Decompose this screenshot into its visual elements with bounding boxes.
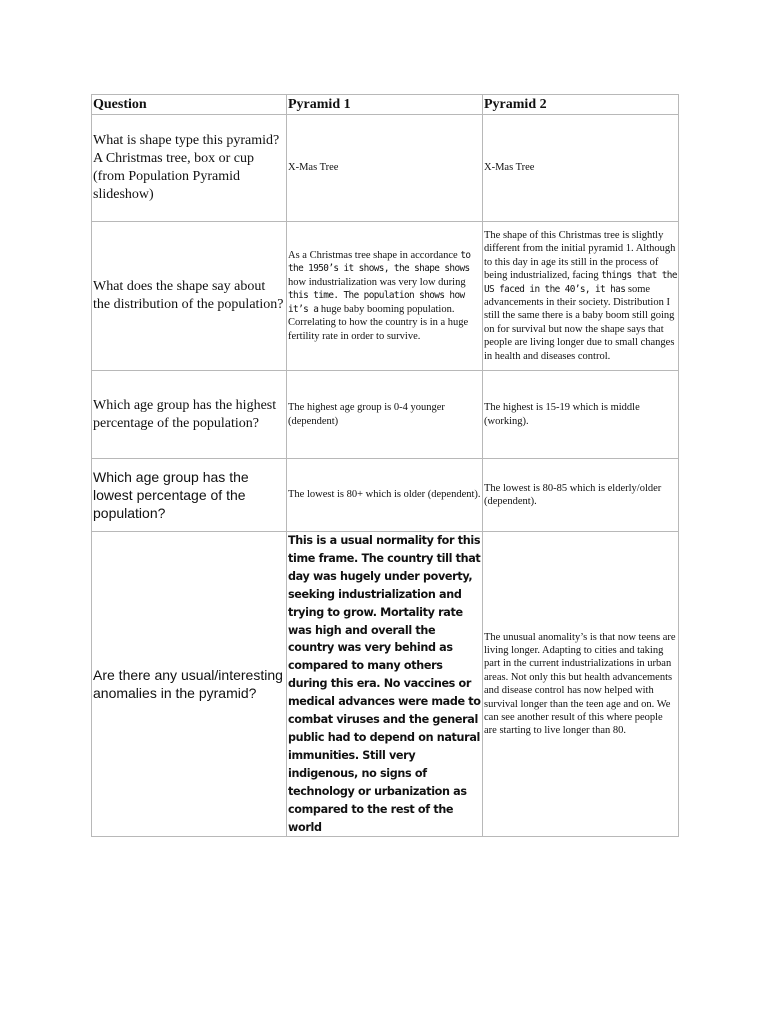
pyramid-2-answer: The highest is 15-19 which is middle (working).: [483, 371, 679, 459]
answer-text: some advancements in their society. Distribution I still the same there is a baby boom still going on for survival but now the shape says that people are living longer due to small changes in health and diseases control.: [484, 283, 675, 362]
question-cell: What does the shape say about the distribution of the population?: [92, 222, 287, 371]
pyramid-comparison-table: [91, 94, 679, 837]
answer-text-alt-font: this time. The population shows how it’s a: [288, 290, 465, 315]
header-pyramid-2: Pyramid 2: [483, 95, 679, 115]
table-row: [92, 371, 679, 459]
table-row: [92, 222, 679, 371]
pyramid-1-answer: [287, 222, 483, 371]
pyramid-1-answer: This is a usual normality for this time frame. The country till that day was hugely under poverty, seeking industrialization and trying to grow. Mortality rate was high and overall the country was very behind as compared to many others during this era. No vaccines or medical advances were made to combat viruses and the general public had to depend on natural immunities. Still very indigenous, no signs of technology or urbanization as compared to the rest of the world: [287, 532, 483, 837]
answer-text: how industrialization was very low during: [288, 276, 466, 288]
question-cell: Are there any usual/interesting anomalies in the pyramid?: [92, 532, 287, 837]
table-row: [92, 459, 679, 532]
pyramid-1-answer: X-Mas Tree: [287, 115, 483, 222]
pyramid-1-answer: The highest age group is 0-4 younger (dependent): [287, 371, 483, 459]
answer-text: huge baby booming population. Correlating to how the country is in a huge fertility rate in order to survive.: [288, 303, 469, 342]
question-cell: Which age group has the lowest percentage of the population?: [92, 459, 287, 532]
pyramid-2-answer: The unusual anomality’s is that now teens are living longer. Adapting to cities and taking part in the current industrializations in urban areas. Not only this but health advancements and disease control has now helped with survival longer than the teen age and on. We can see another result of this where people are starting to live longer than 80.: [483, 532, 679, 837]
answer-text-alt-font: things that the US faced in the 40’s, it has: [484, 270, 677, 295]
table-header-row: [92, 95, 679, 115]
table-row: [92, 532, 679, 837]
header-pyramid-1: Pyramid 1: [287, 95, 483, 115]
pyramid-2-answer: X-Mas Tree: [483, 115, 679, 222]
header-question: Question: [92, 95, 287, 115]
table-row: [92, 115, 679, 222]
answer-text: As a Christmas tree shape in accordance: [288, 250, 461, 262]
pyramid-2-answer: The lowest is 80-85 which is elderly/older (dependent).: [483, 459, 679, 532]
pyramid-2-answer: [483, 222, 679, 371]
answer-text: The shape of this Christmas tree is slightly different from the initial pyramid 1. Although to this day in age its still in the process of being industrialized, facing: [484, 229, 676, 282]
answer-text-alt-font: to the 1950’s it shows, the shape shows: [288, 250, 471, 275]
question-cell: Which age group has the highest percentage of the population?: [92, 371, 287, 459]
question-cell: What is shape type this pyramid? A Christmas tree, box or cup (from Population Pyramid slideshow): [92, 115, 287, 222]
pyramid-1-answer: The lowest is 80+ which is older (dependent).: [287, 459, 483, 532]
